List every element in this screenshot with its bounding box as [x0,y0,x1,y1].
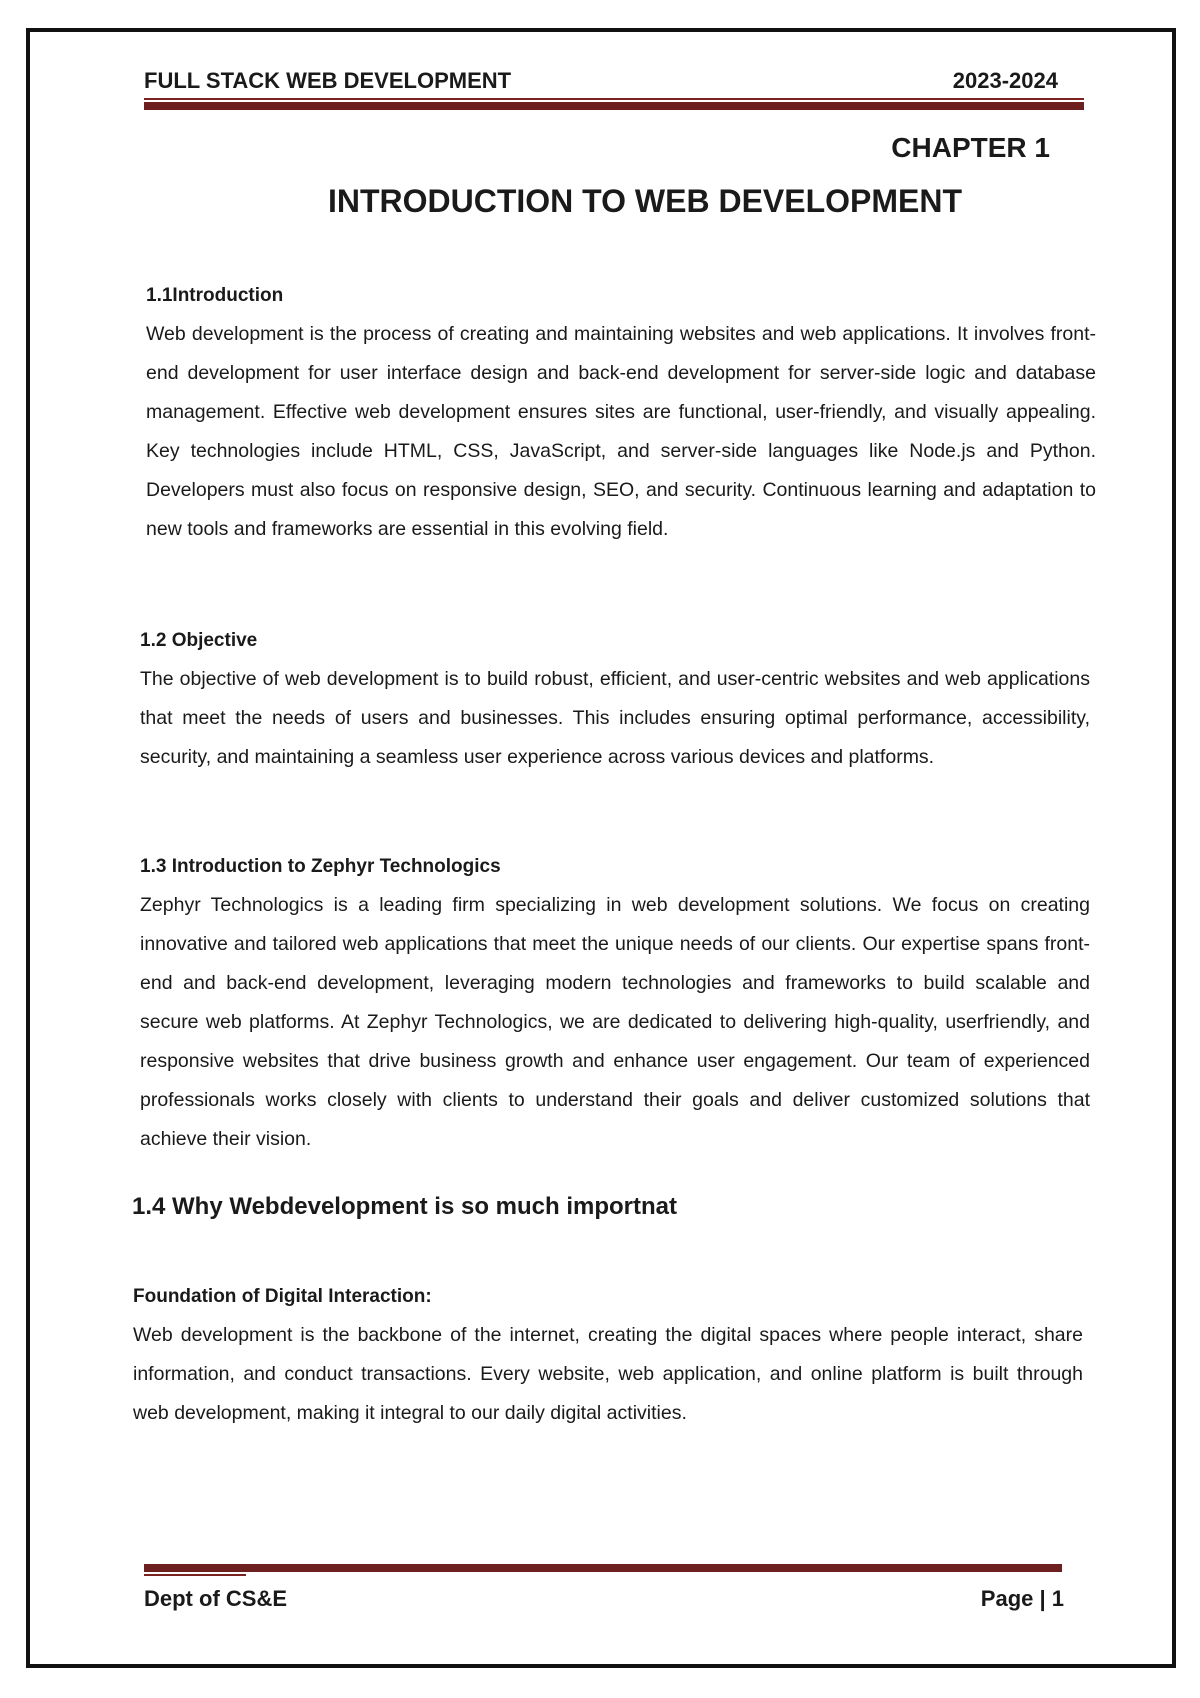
subsection-body: Web development is the backbone of the internet, creating the digital spaces where people interact, share information, and conduct transactions. Every website, web application, and online platform is built through web development, making it integral to our daily digital activities. [133,1324,1083,1424]
section-introduction [146,285,1096,549]
header-academic-year: 2023-2024 [952,68,1058,93]
chapter-title: INTRODUCTION TO WEB DEVELOPMENT [327,183,963,219]
chapter-label: CHAPTER 1 [891,132,1050,163]
section-objective [140,630,1090,777]
footer-page-number: Page | 1 [980,1586,1064,1611]
footer-rule-thin [144,1574,246,1576]
header-rule-thick [144,102,1084,110]
section-heading: 1.3 Introduction to Zephyr Technologics [140,856,501,877]
section-heading: 1.1Introduction [146,285,284,306]
section-1-4-heading: 1.4 Why Webdevelopment is so much importnat [132,1193,677,1220]
page-header [144,68,1084,98]
section-body: The objective of web development is to build robust, efficient, and user-centric websites and web applications that meet the needs of users and businesses. This includes ensuring optimal performance, accessibility, security, and maintaining a seamless user experience across various devices and platforms. [140,668,1090,768]
section-foundation [133,1286,1083,1433]
footer-department: Dept of CS&E [144,1586,287,1611]
page-footer [144,1586,1064,1616]
subsection-heading: Foundation of Digital Interaction: [133,1286,432,1307]
section-body: Zephyr Technologics is a leading firm specializing in web development solutions. We focus on creating innovative and tailored web applications that meet the unique needs of our clients. Our expertise spans front-end and back-end development, leveraging modern technologies and frameworks to build scalable and secure web platforms. At Zephyr Technologics, we are dedicated to delivering high-quality, userfriendly, and responsive websites that drive business growth and enhance user engagement. Our team of experienced professionals works closely with clients to understand their goals and deliver customized solutions that achieve their vision. [140,894,1090,1150]
header-rule-thin [144,98,1084,100]
section-heading: 1.2 Objective [140,630,258,651]
header-course-title: FULL STACK WEB DEVELOPMENT [144,68,512,93]
footer-rule-thick [144,1564,1062,1572]
section-body: Web development is the process of creating and maintaining websites and web applications. It involves front-end development for user interface design and back-end development for server-side logic and database management. Effective web development ensures sites are functional, user-friendly, and visually appealing. Key technologies include HTML, CSS, JavaScript, and server-side languages like Node.js and Python. Developers must also focus on responsive design, SEO, and security. Continuous learning and adaptation to new tools and frameworks are essential in this evolving field. [146,323,1096,540]
section-zephyr-technologics [140,856,1090,1159]
